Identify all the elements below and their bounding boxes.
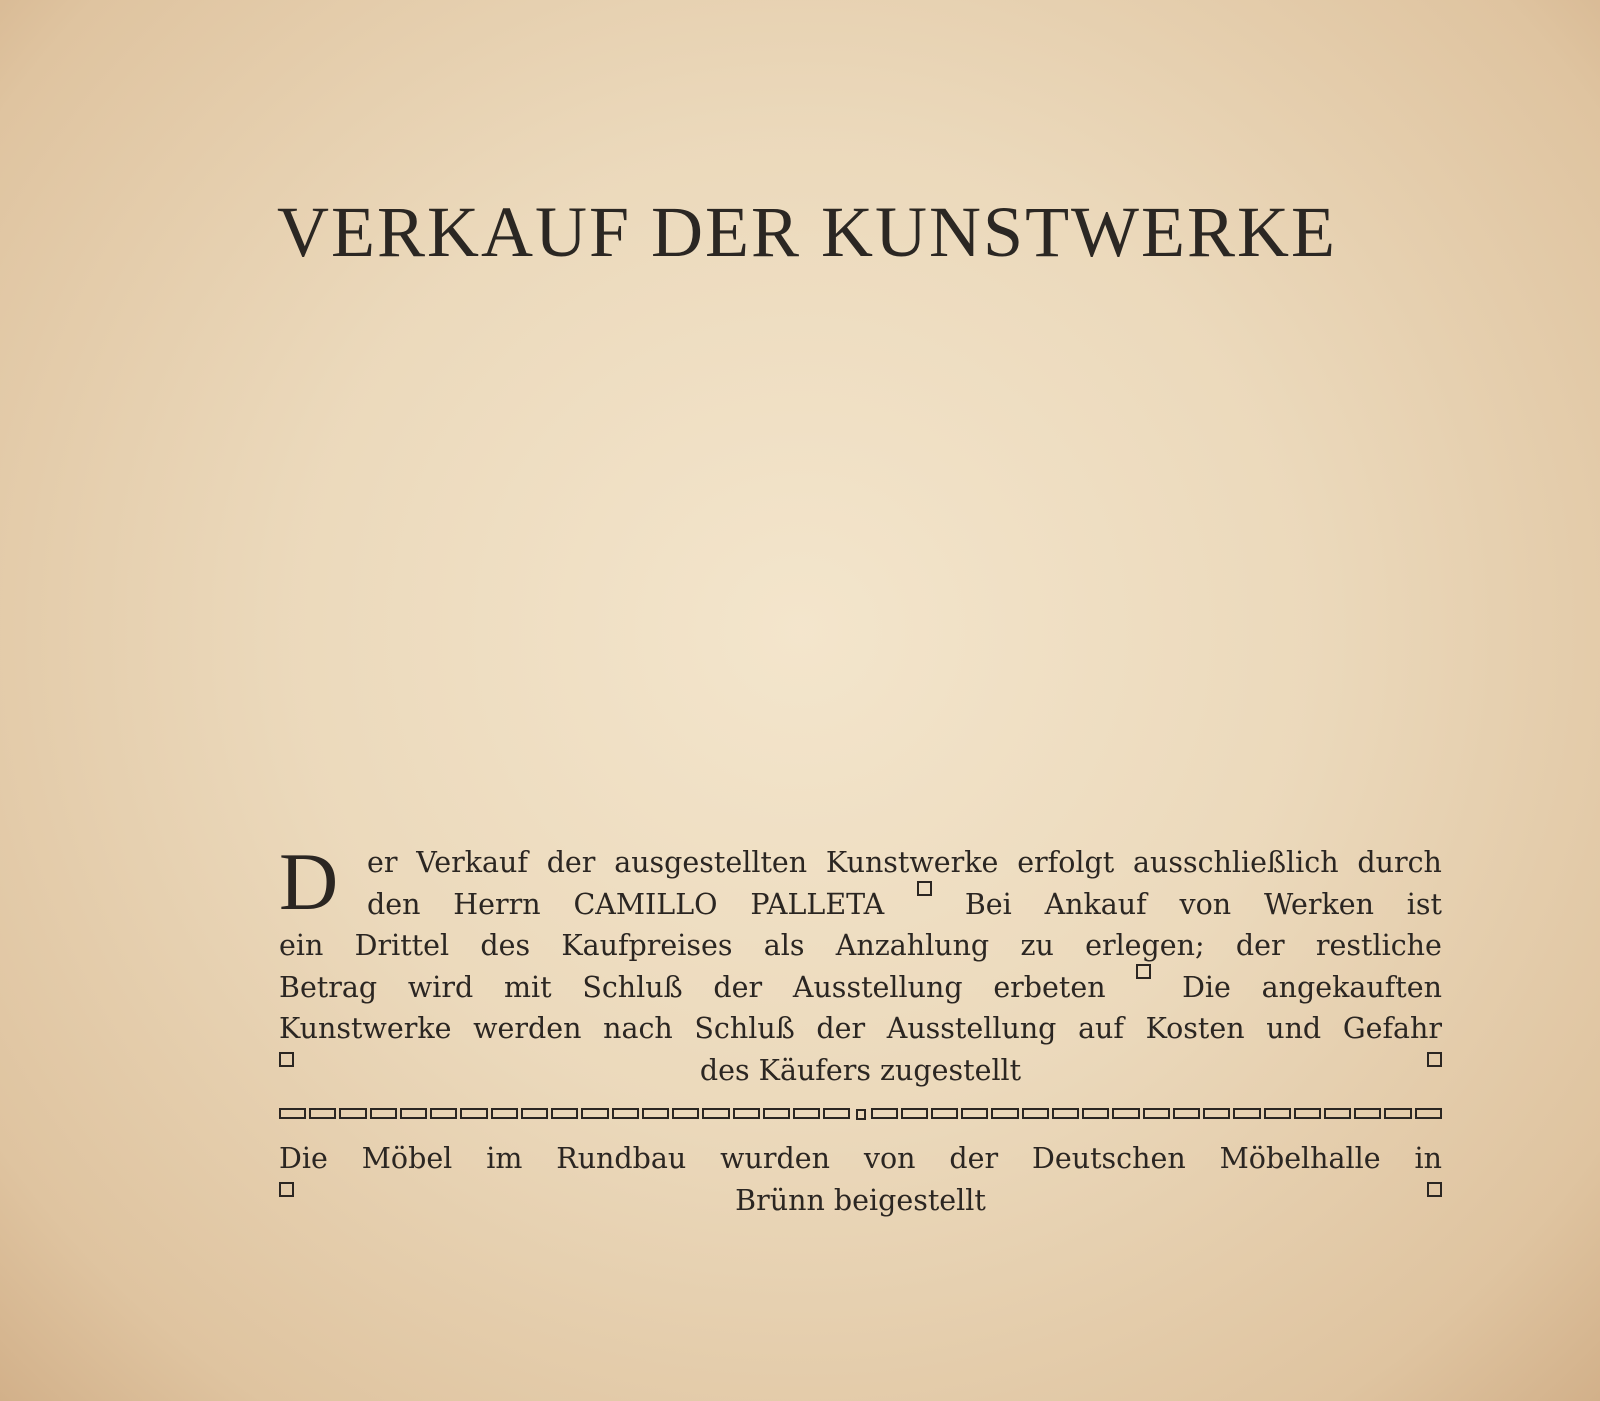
word: der (546, 846, 596, 879)
word: Die (1182, 970, 1231, 1004)
divider-box (1143, 1108, 1170, 1119)
divider-box (370, 1108, 397, 1119)
paragraph-line-5 (279, 1008, 1442, 1050)
divider-box (1203, 1108, 1230, 1119)
divider-box (991, 1108, 1018, 1119)
divider-box (430, 1108, 457, 1119)
word: CAMILLO (573, 887, 718, 921)
divider-box (279, 1108, 306, 1119)
word: der (713, 970, 763, 1004)
word: im (486, 1142, 523, 1175)
word: Schluß (582, 970, 683, 1004)
word: erfolgt (1017, 846, 1115, 879)
word: PALLETA (750, 887, 885, 921)
word: Werken (1263, 887, 1374, 921)
divider-box (491, 1108, 518, 1119)
word: restliche (1315, 929, 1442, 962)
divider-box (1354, 1108, 1381, 1119)
divider-box (400, 1108, 427, 1119)
divider-box (339, 1108, 366, 1119)
divider-box (309, 1108, 336, 1119)
divider-box (1052, 1108, 1079, 1119)
word: werden (473, 1012, 582, 1045)
word: erlegen; (1085, 929, 1205, 962)
divider-box (460, 1108, 487, 1119)
paragraph-line-3 (279, 925, 1442, 967)
divider-box (521, 1108, 548, 1119)
divider-box (733, 1108, 760, 1119)
furniture-paragraph (279, 1138, 1442, 1221)
divider-box (1324, 1108, 1351, 1119)
divider-box (1384, 1108, 1411, 1119)
divider-box (702, 1108, 729, 1119)
word: mit (503, 970, 552, 1004)
word: Anzahlung (835, 929, 990, 962)
word: der (816, 1012, 866, 1045)
divider-box (551, 1108, 578, 1119)
divider-box (823, 1108, 850, 1119)
paragraph-line-1 (279, 842, 1442, 884)
word: Betrag (279, 970, 378, 1004)
closing-line-text: des Käufers zugestellt (699, 1053, 1022, 1087)
word: Herrn (453, 887, 541, 921)
word: Möbel (361, 1142, 453, 1175)
word: und (1266, 1012, 1322, 1045)
word: ein (279, 929, 324, 962)
word: erbeten (993, 970, 1106, 1004)
word: Bei (964, 887, 1012, 921)
word: als (763, 929, 805, 962)
word: Drittel (354, 929, 450, 962)
word: Verkauf (416, 846, 528, 879)
word: Kaufpreises (561, 929, 733, 962)
divider-segment (279, 1108, 851, 1120)
divider-box (871, 1108, 898, 1119)
drop-cap: D (279, 836, 339, 927)
word: von (1179, 887, 1232, 921)
hollow-square-icon (1427, 1052, 1442, 1067)
paragraph-line-2 (279, 884, 1442, 926)
word: ist (1406, 887, 1442, 921)
word: durch (1357, 846, 1442, 879)
paragraph-line-1 (279, 1138, 1442, 1180)
word: ausschließlich (1132, 846, 1339, 879)
word: Ausstellung (792, 970, 963, 1004)
divider-box (612, 1108, 639, 1119)
divider-box (763, 1108, 790, 1119)
word: wird (407, 970, 474, 1004)
word: der (1235, 929, 1285, 962)
divider-segment (871, 1108, 1443, 1120)
divider-box (1173, 1108, 1200, 1119)
divider-box (1264, 1108, 1291, 1119)
closing-line-text: Brünn beigestellt (735, 1183, 986, 1217)
word: Deutschen (1032, 1142, 1186, 1175)
word: er (367, 846, 398, 879)
word: auf (1078, 1012, 1124, 1045)
word: zu (1020, 929, 1054, 962)
word: in (1414, 1142, 1442, 1175)
paragraph-line-6 (279, 1050, 1442, 1092)
word: Möbelhalle (1219, 1142, 1381, 1175)
word: den (367, 887, 421, 921)
word: Kosten (1145, 1012, 1245, 1045)
word: angekauften (1261, 970, 1442, 1004)
word: ausgestellten (614, 846, 808, 879)
word: Schluß (694, 1012, 795, 1045)
hollow-square-icon (1136, 964, 1151, 979)
divider-box (961, 1108, 988, 1119)
hollow-square-icon (917, 881, 932, 896)
divider-box (901, 1108, 928, 1119)
divider-box (642, 1108, 669, 1119)
divider-box (1082, 1108, 1109, 1119)
word: Kunstwerke (279, 1012, 452, 1045)
word: Die (279, 1142, 328, 1175)
word: der (949, 1142, 999, 1175)
word: des (480, 929, 531, 962)
divider-box (672, 1108, 699, 1119)
word: Gefahr (1342, 1012, 1442, 1045)
divider-box (931, 1108, 958, 1119)
word: Rundbau (556, 1142, 687, 1175)
page-title: VERKAUF DER KUNSTWERKE (277, 192, 1337, 272)
word: Ausstellung (886, 1012, 1057, 1045)
divider-box (1112, 1108, 1139, 1119)
divider-center-box (856, 1109, 866, 1120)
word: Kunstwerke (825, 846, 999, 879)
word: nach (603, 1012, 673, 1045)
sale-paragraph (279, 836, 1442, 1091)
divider-box (793, 1108, 820, 1119)
divider-box (1294, 1108, 1321, 1119)
paragraph-line-4 (279, 967, 1442, 1009)
divider-box (1022, 1108, 1049, 1119)
divider-box (581, 1108, 608, 1119)
hollow-square-icon (1427, 1182, 1442, 1197)
word: von (863, 1142, 916, 1175)
divider-box (1415, 1108, 1442, 1119)
word: Ankauf (1044, 887, 1147, 921)
ornamental-divider (279, 1107, 1442, 1121)
word: wurden (720, 1142, 830, 1175)
paragraph-line-2 (279, 1180, 1442, 1222)
divider-box (1233, 1108, 1260, 1119)
